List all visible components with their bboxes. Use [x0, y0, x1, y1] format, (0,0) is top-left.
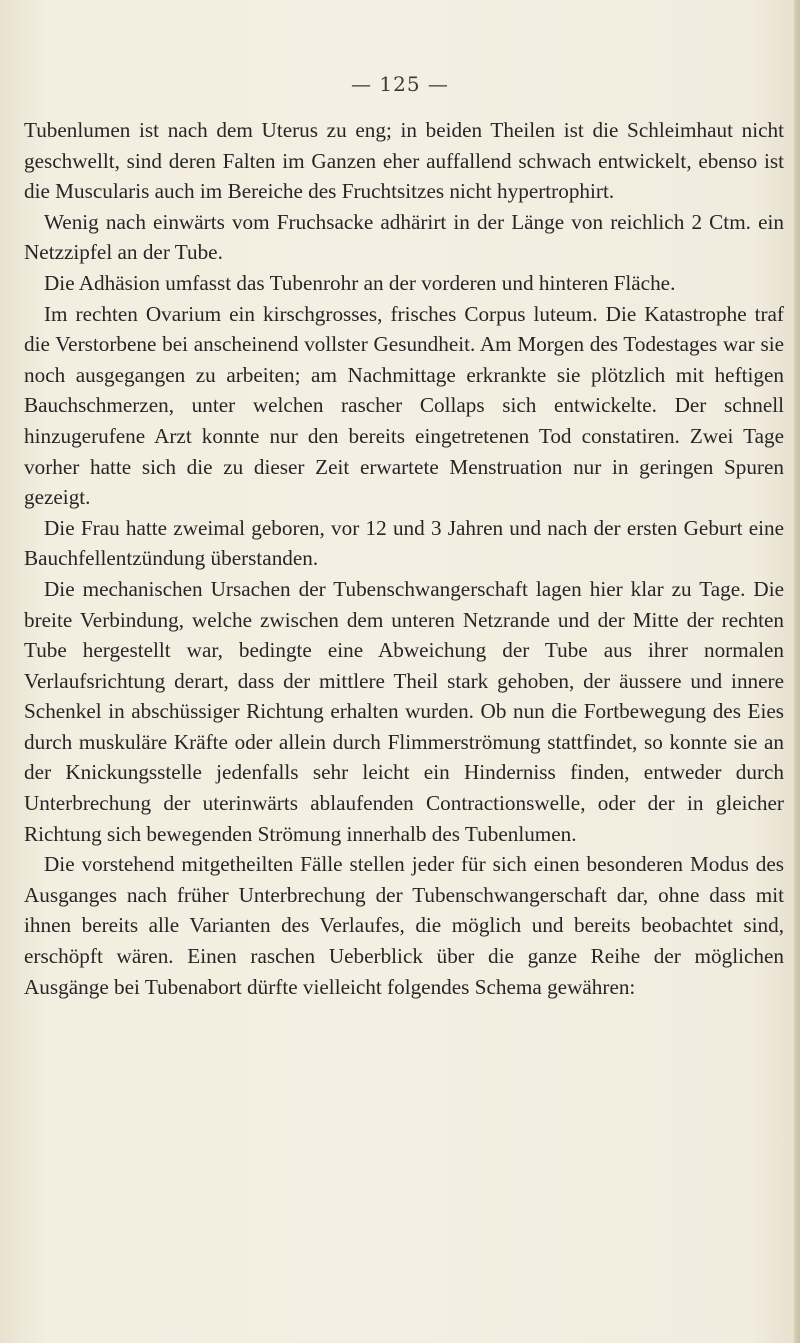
page-number-header: — 125 — [351, 72, 449, 96]
paragraph-6: Die mechanischen Ursachen der Tubenschwangerschaft lagen hier klar zu Tage. Die breite Verbindung, welche zwischen dem unteren Netzrande und der Mitte der rechten Tube hergestellt war, bedingte eine Abweichung der Tube aus ihrer normalen Verlaufsrichtung derart, dass der mittlere Theil stark gehoben, der äussere und innere Schenkel in abschüssiger Richtung erhalten wurden. Ob nun die Fortbewegung des Eies durch muskuläre Kräfte oder allein durch Flimmerströmung stattfindet, so konnte sie an der Knickungsstelle jedenfalls sehr leicht ein Hinderniss finden, entweder durch Unterbrechung der uterinwärts ablaufenden Contractionswelle, oder der in gleicher Richtung sich bewegenden Strömung innerhalb des Tubenlumen. [24, 576, 784, 846]
page-edge [794, 0, 800, 1343]
body-text [24, 115, 784, 1002]
paragraph-1: Tubenlumen ist nach dem Uterus zu eng; in beiden Theilen ist die Schleimhaut nicht geschwellt, sind deren Falten im Ganzen eher auffallend schwach entwickelt, ebenso ist die Muscularis auch im Bereiche des Fruchtsitzes nicht hypertrophirt. [24, 118, 784, 204]
paragraph-2: Wenig nach einwärts vom Fruchsacke adhärirt in der Länge von reichlich 2 Ctm. ein Netzzipfel an der Tube. [24, 209, 784, 265]
paragraph-5: Die Frau hatte zweimal geboren, vor 12 und 3 Jahren und nach der ersten Geburt eine Bauchfellentzündung überstanden. [24, 515, 784, 571]
paragraph-7: Die vorstehend mitgetheilten Fälle stellen jeder für sich einen besonderen Modus des Ausganges nach früher Unterbrechung der Tubenschwangerschaft dar, ohne dass mit ihnen bereits alle Varianten des Verlaufes, die möglich und bereits beobachtet sind, erschöpft wären. Einen raschen Ueberblick über die ganze Reihe der möglichen Ausgänge bei Tubenabort dürfte vielleicht folgendes Schema gewähren: [24, 852, 784, 999]
paragraph-4: Im rechten Ovarium ein kirschgrosses, frisches Corpus luteum. Die Katastrophe traf die Verstorbene bei anscheinend vollster Gesundheit. Am Morgen des Todestages war sie noch ausgegangen zu arbeiten; am Nachmittage erkrankte sie plötzlich mit heftigen Bauchschmerzen, unter welchen rascher Collaps sich entwickelte. Der schnell hinzugerufene Arzt konnte nur den bereits eingetretenen Tod constatiren. Zwei Tage vorher hatte sich die zu dieser Zeit erwartete Menstruation nur in geringen Spuren gezeigt. [24, 301, 784, 510]
paragraph-3: Die Adhäsion umfasst das Tubenrohr an der vorderen und hinteren Fläche. [44, 270, 676, 295]
